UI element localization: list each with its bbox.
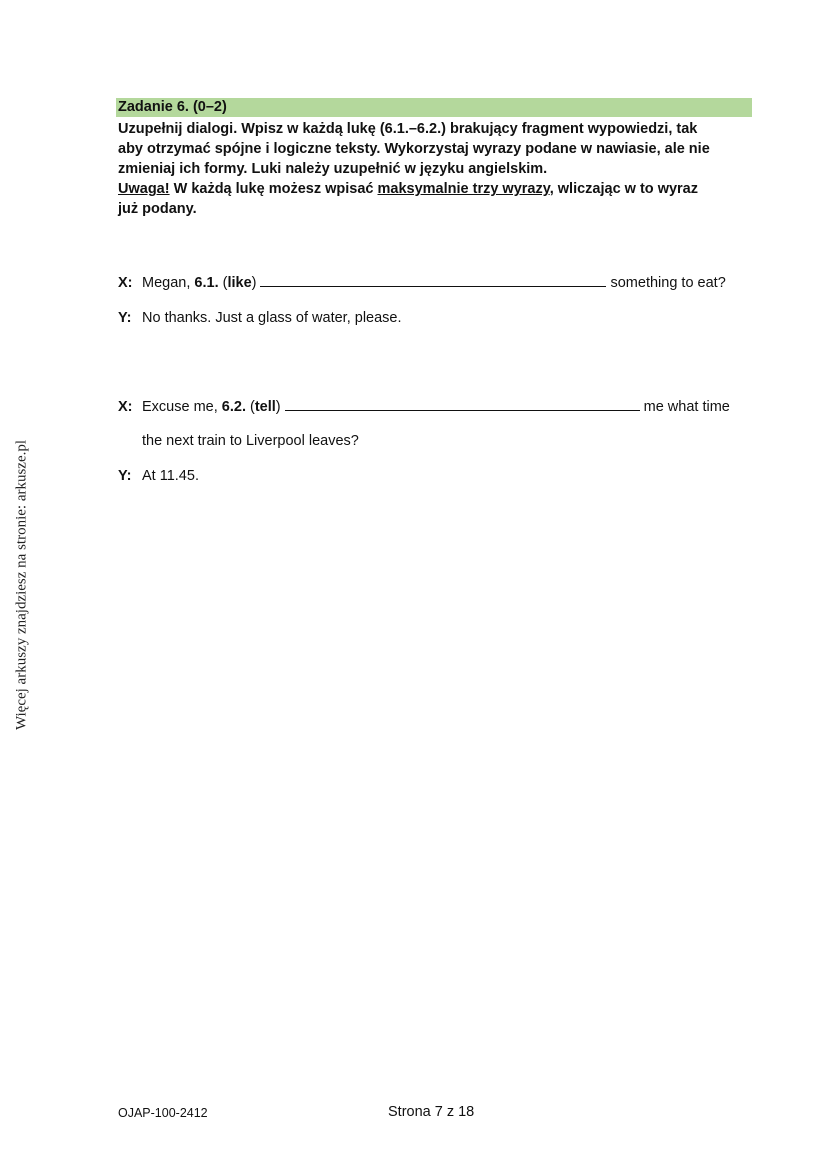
dialog-text: ) xyxy=(275,399,281,415)
speaker-label: Y: xyxy=(118,310,132,326)
dialog2-y-line xyxy=(118,467,199,485)
dialog2-x-continuation: the next train to Liverpool leaves? xyxy=(142,433,359,449)
instruction-line: zmieniaj ich formy. Luki należy uzupełnić w języku angielskim. xyxy=(118,161,548,177)
instruction-line: Uzupełnij dialogi. Wpisz w każdą lukę (6.1.–6.2.) brakujący fragment wypowiedzi, tak xyxy=(118,121,698,137)
dialog-text: No thanks. Just a glass of water, please. xyxy=(142,310,402,326)
instruction-line: aby otrzymać spójne i logiczne teksty. Wykorzystaj wyrazy podane w nawiasie, ale nie xyxy=(118,141,710,157)
dialog1-y-line xyxy=(118,309,402,327)
dialog1-x-line xyxy=(118,273,726,292)
dialog-text: ) xyxy=(251,275,257,291)
dialog-text: something to eat? xyxy=(610,275,726,291)
dialog-text: ( xyxy=(218,275,228,291)
given-word: tell xyxy=(254,399,276,415)
answer-gap-6-2[interactable] xyxy=(285,397,640,411)
instruction-note xyxy=(118,179,758,199)
answer-gap-6-1[interactable] xyxy=(260,273,606,287)
given-word: like xyxy=(227,275,252,291)
page-number: Strona 7 z 18 xyxy=(388,1104,475,1120)
task-title: Zadanie 6. (0–2) xyxy=(118,99,227,115)
dialog-text: Excuse me, xyxy=(142,399,222,415)
speaker-label: X: xyxy=(118,399,133,415)
speaker-label: Y: xyxy=(118,468,132,484)
dialog-text: At 11.45. xyxy=(142,468,199,484)
note-label: Uwaga! xyxy=(118,181,170,197)
note-text: W każdą lukę możesz wpisać xyxy=(169,181,378,197)
dialog-text: me what time xyxy=(643,399,730,415)
note-text: , wliczając w to wyraz xyxy=(549,181,698,197)
exam-code: OJAP-100-2412 xyxy=(118,1106,208,1120)
side-watermark-text: Więcej arkuszy znajdziesz na stronie: arkusze.pl xyxy=(13,439,30,731)
dialog-text: Megan, xyxy=(142,275,195,291)
gap-number: 6.1. xyxy=(194,275,219,291)
speaker-label: X: xyxy=(118,275,133,291)
note-continuation: już podany. xyxy=(118,201,197,217)
dialog-text: ( xyxy=(245,399,255,415)
dialog2-x-line xyxy=(118,397,730,416)
note-emphasis: maksymalnie trzy wyrazy xyxy=(377,181,550,197)
task-instructions xyxy=(118,119,758,219)
gap-number: 6.2. xyxy=(221,399,246,415)
